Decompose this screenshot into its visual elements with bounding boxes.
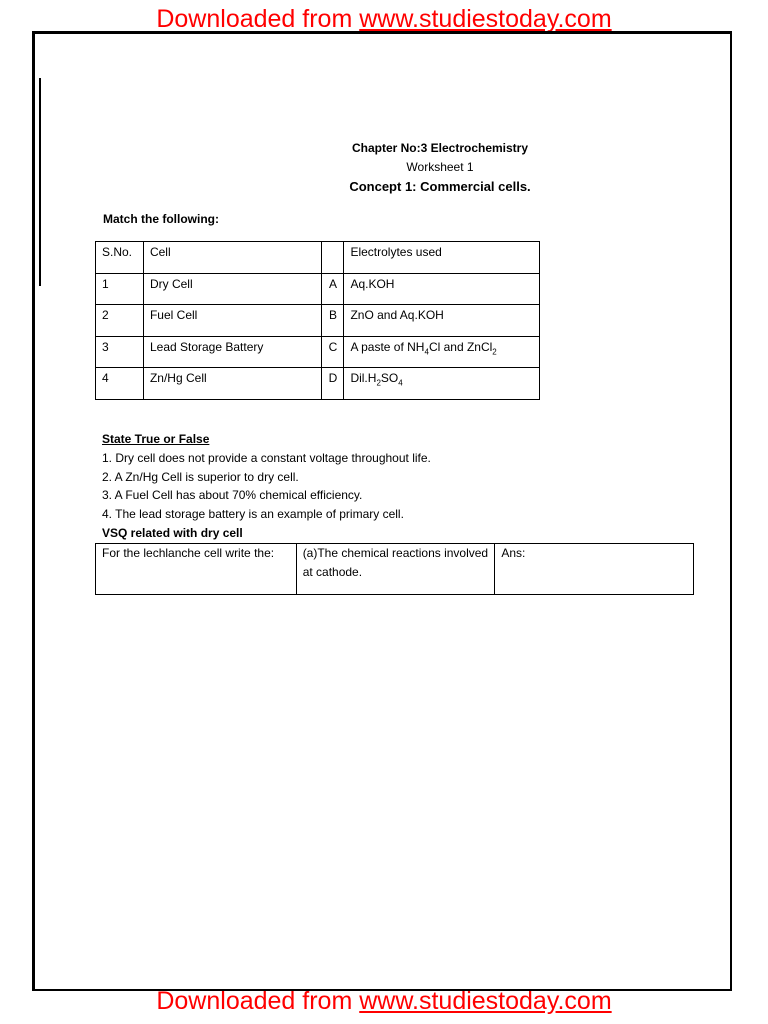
row-letter: B	[322, 305, 344, 337]
concept-title: Concept 1: Commercial cells.	[349, 179, 531, 194]
table-header-row	[96, 242, 540, 274]
electrolyte-text: Cl and ZnCl	[428, 339, 493, 354]
table-row	[96, 368, 540, 400]
vsq-answer-cell[interactable]: Ans:	[495, 544, 694, 595]
vsq-part-cell: (a)The chemical reactions involved at cathode.	[296, 544, 495, 595]
truefalse-item: 3. A Fuel Cell has about 70% chemical efficiency.	[102, 488, 363, 502]
watermark-prefix: Downloaded from	[156, 987, 360, 1015]
vsq-question-cell: For the lechlanche cell write the:	[96, 544, 297, 595]
row-electrolyte	[344, 368, 540, 400]
row-sno: 3	[96, 336, 144, 368]
row-electrolyte: Aq.KOH	[344, 273, 540, 305]
watermark-top	[0, 4, 768, 34]
header-cell: Cell	[143, 242, 322, 274]
truefalse-item: 1. Dry cell does not provide a constant voltage throughout life.	[102, 451, 431, 465]
subscript: 4	[398, 378, 403, 388]
subscript: 4	[424, 347, 429, 357]
watermark-prefix: Downloaded from	[156, 5, 360, 33]
worksheet-title: Worksheet 1	[406, 160, 474, 174]
table-row	[96, 336, 540, 368]
header-electrolytes: Electrolytes used	[344, 242, 540, 274]
electrolyte-text: A paste of NH	[350, 339, 425, 354]
header-sno: S.No.	[96, 242, 144, 274]
row-letter: A	[322, 273, 344, 305]
row-electrolyte	[344, 336, 540, 368]
row-letter: D	[322, 368, 344, 400]
watermark-bottom	[0, 986, 768, 1016]
truefalse-item: 2. A Zn/Hg Cell is superior to dry cell.	[102, 470, 299, 484]
truefalse-heading: State True or False	[102, 432, 210, 446]
row-sno: 1	[96, 273, 144, 305]
truefalse-item: 4. The lead storage battery is an example of primary cell.	[102, 507, 404, 521]
table-row	[96, 544, 694, 595]
electrolyte-text: SO	[380, 371, 399, 386]
row-cell: Zn/Hg Cell	[143, 368, 322, 400]
vsq-heading: VSQ related with dry cell	[102, 526, 243, 540]
row-electrolyte: ZnO and Aq.KOH	[344, 305, 540, 337]
chapter-title: Chapter No:3 Electrochemistry	[351, 141, 529, 155]
table-row	[96, 273, 540, 305]
subscript: 2	[376, 378, 381, 388]
match-table	[95, 241, 540, 400]
subscript: 2	[492, 347, 497, 357]
row-sno: 4	[96, 368, 144, 400]
row-cell: Fuel Cell	[143, 305, 322, 337]
header-letter	[322, 242, 344, 274]
row-cell: Lead Storage Battery	[143, 336, 322, 368]
vsq-table	[95, 543, 694, 595]
row-sno: 2	[96, 305, 144, 337]
row-cell: Dry Cell	[143, 273, 322, 305]
match-heading: Match the following:	[103, 212, 219, 226]
watermark-link[interactable]: www.studiestoday.com	[359, 987, 612, 1015]
electrolyte-text: Dil.H	[350, 371, 377, 386]
row-letter: C	[322, 336, 344, 368]
watermark-link[interactable]: www.studiestoday.com	[359, 5, 612, 33]
table-row	[96, 305, 540, 337]
